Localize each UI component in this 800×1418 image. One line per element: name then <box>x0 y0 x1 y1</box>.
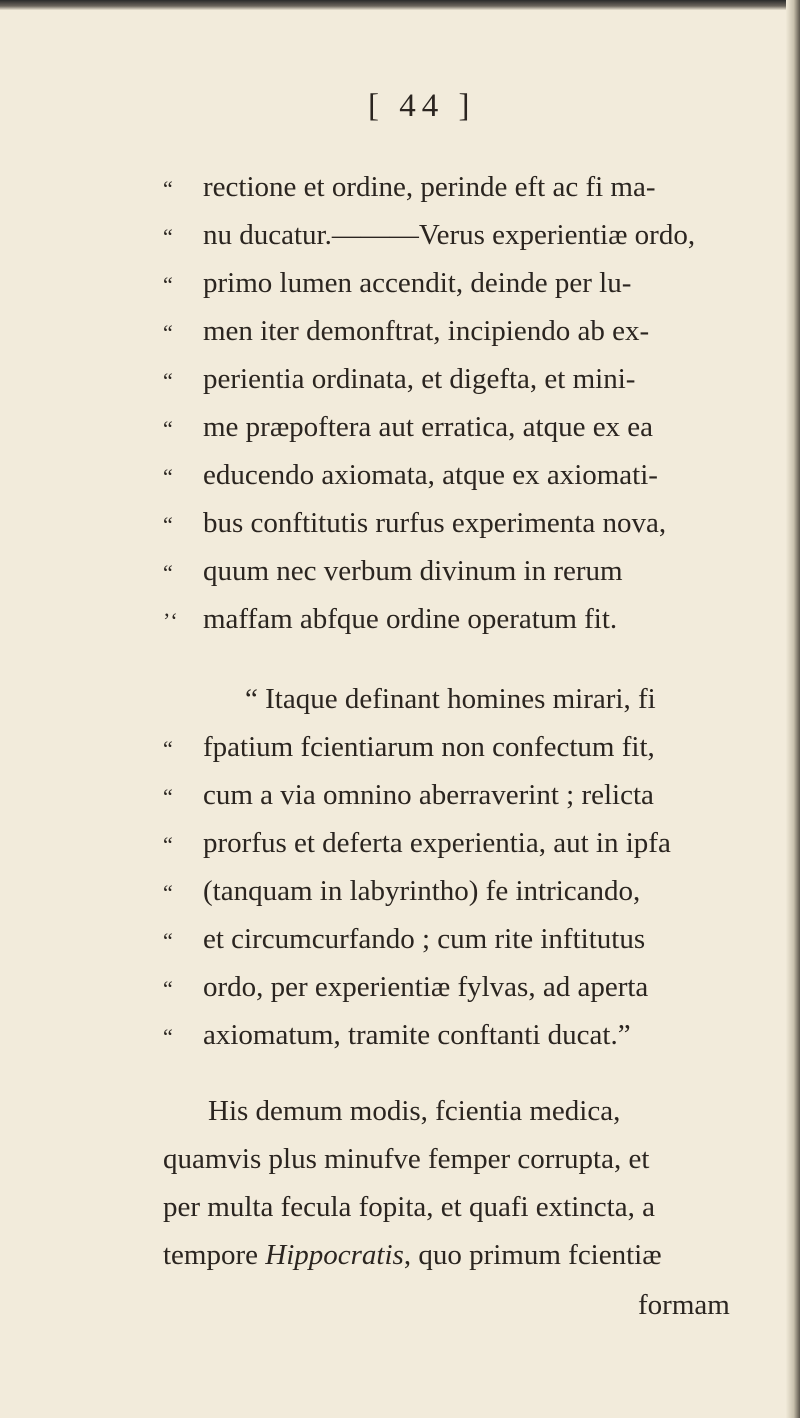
quote-mark: “ <box>163 928 173 953</box>
quote-mark: “ <box>163 736 173 761</box>
text-line <box>163 1241 662 1270</box>
quote-mark: “ <box>163 976 173 1001</box>
text-line: fpatium fcientiarum non confectum fit, <box>203 731 655 763</box>
quote-mark: “ <box>163 368 173 393</box>
italic-name: Hippocratis <box>265 1239 404 1271</box>
text-line: axiomatum, tramite conftanti ducat.” <box>203 1019 631 1051</box>
quote-mark: “ <box>163 320 173 345</box>
text-line: quum nec verbum divinum in rerum <box>203 555 623 587</box>
text-line: (tanquam in labyrintho) fe intricando, <box>203 875 641 907</box>
text-line: cum a via omnino aberraverint ; relicta <box>203 779 654 811</box>
quote-mark: “ <box>163 784 173 809</box>
quote-mark: “ <box>163 272 173 297</box>
quote-mark: “ <box>163 464 173 489</box>
quote-mark: “ <box>163 176 173 201</box>
text-line: prorfus et deferta experientia, aut in ipfa <box>203 827 671 859</box>
text-line: et circumcurfando ; cum rite inftitutus <box>203 923 646 955</box>
text-line: maffam abfque ordine operatum fit. <box>203 603 618 635</box>
catchword: formam <box>638 1289 730 1321</box>
text-line: ordo, per experientiæ fylvas, ad aperta <box>203 971 649 1003</box>
quote-mark: “ <box>163 512 173 537</box>
text-line: me præpoftera aut erratica, atque ex ea <box>203 411 654 443</box>
page-binding-edge <box>786 0 800 1418</box>
quote-mark: “ <box>163 224 173 249</box>
text-segment: tempore <box>163 1239 266 1271</box>
text-line: per multa fecula fopita, et quafi extincta, a <box>163 1191 655 1223</box>
text-line: quamvis plus minufve femper corrupta, et <box>163 1143 650 1175</box>
text-line: bus conftitutis rurfus experimenta nova, <box>203 507 667 539</box>
text-line: perientia ordinata, et digefta, et mini- <box>203 363 636 395</box>
quote-mark: “ <box>163 560 173 585</box>
paragraph-first-line: His demum modis, fcientia medica, <box>208 1095 621 1127</box>
quote-mark: “ <box>163 832 173 857</box>
page-top-edge <box>0 0 800 10</box>
page-number: [ 44 ] <box>368 88 476 124</box>
quote-mark: “ <box>163 880 173 905</box>
quote-mark: “ <box>163 1024 173 1049</box>
quote-mark: “ <box>163 416 173 441</box>
text-line: men iter demonftrat, incipiendo ab ex- <box>203 315 650 347</box>
text-line: nu ducatur.———Verus experientiæ ordo, <box>203 219 696 251</box>
text-line: educendo axiomata, atque ex axiomati- <box>203 459 658 491</box>
text-segment: , quo primum fcientiæ <box>403 1239 662 1271</box>
text-line: rectione et ordine, perinde eft ac fi ma- <box>203 171 656 203</box>
text-line: primo lumen accendit, deinde per lu- <box>203 267 632 299</box>
quote-mark: ’‘ <box>163 608 178 633</box>
paragraph-first-line: “ Itaque definant homines mirari, fi <box>245 683 656 715</box>
